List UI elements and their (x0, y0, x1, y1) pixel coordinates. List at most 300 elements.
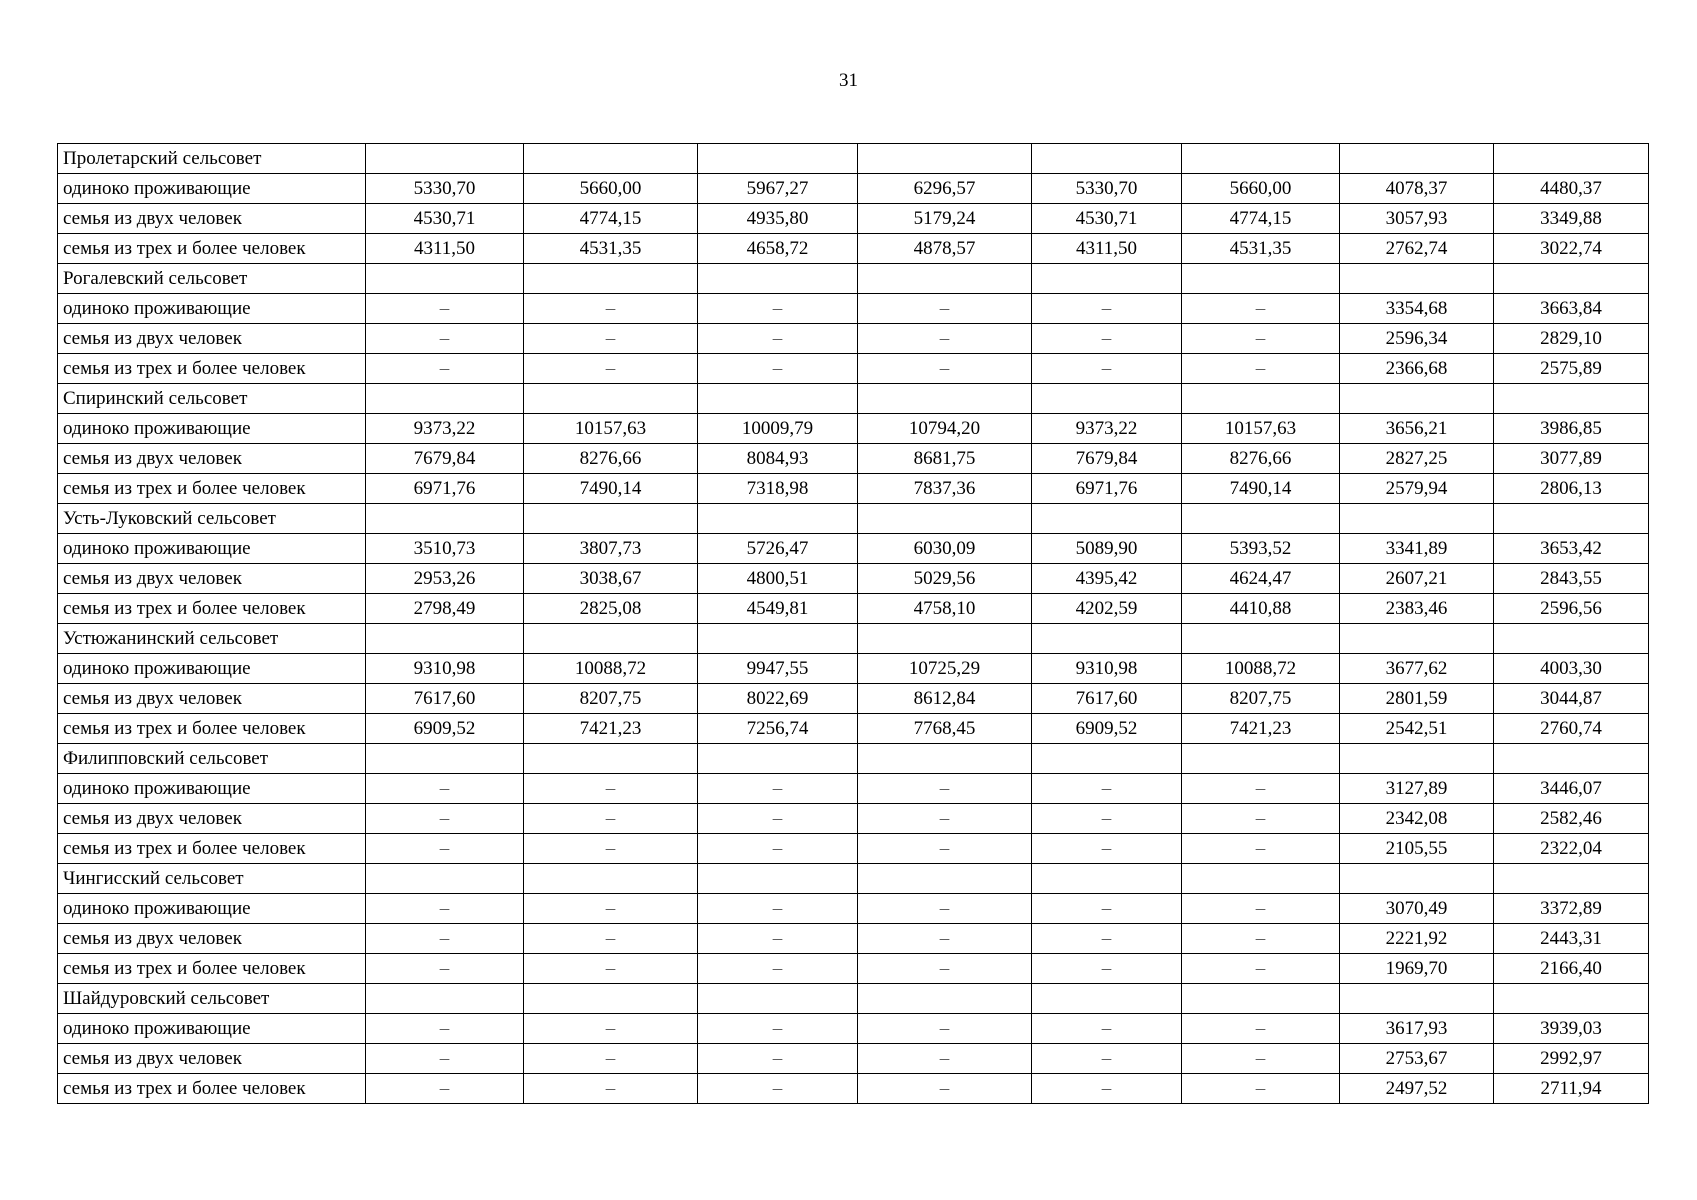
value-cell: 3022,74 (1494, 234, 1649, 264)
value-cell: 6971,76 (366, 474, 524, 504)
value-cell: – (366, 324, 524, 354)
value-cell: 5967,27 (698, 174, 858, 204)
value-cell: – (1032, 1044, 1182, 1074)
value-cell: 2596,34 (1340, 324, 1494, 354)
value-cell: 7256,74 (698, 714, 858, 744)
row-label: семья из двух человек (58, 684, 366, 714)
empty-cell (366, 384, 524, 414)
table-row (58, 834, 1649, 864)
value-cell: 3663,84 (1494, 294, 1649, 324)
group-header-row (58, 984, 1649, 1014)
value-cell: 4935,80 (698, 204, 858, 234)
empty-cell (524, 864, 698, 894)
value-cell: 2497,52 (1340, 1074, 1494, 1104)
value-cell: 7768,45 (858, 714, 1032, 744)
value-cell: – (1032, 954, 1182, 984)
value-cell: – (698, 1074, 858, 1104)
value-cell: 5089,90 (1032, 534, 1182, 564)
table-row (58, 564, 1649, 594)
value-cell: – (1032, 354, 1182, 384)
value-cell: – (524, 294, 698, 324)
table-row (58, 774, 1649, 804)
value-cell: 2953,26 (366, 564, 524, 594)
value-cell: 4758,10 (858, 594, 1032, 624)
value-cell: 4395,42 (1032, 564, 1182, 594)
empty-cell (858, 384, 1032, 414)
table-row (58, 414, 1649, 444)
value-cell: 3044,87 (1494, 684, 1649, 714)
value-cell: – (698, 894, 858, 924)
value-cell: 7679,84 (1032, 444, 1182, 474)
table-row (58, 894, 1649, 924)
value-cell: 4624,47 (1182, 564, 1340, 594)
empty-cell (366, 624, 524, 654)
value-cell: 10088,72 (1182, 654, 1340, 684)
empty-cell (1182, 384, 1340, 414)
value-cell: – (858, 954, 1032, 984)
row-label: семья из двух человек (58, 1044, 366, 1074)
row-label: семья из трех и более человек (58, 714, 366, 744)
row-label: семья из двух человек (58, 924, 366, 954)
value-cell: 10725,29 (858, 654, 1032, 684)
value-cell: 10794,20 (858, 414, 1032, 444)
value-cell: – (1032, 804, 1182, 834)
value-cell: – (1182, 294, 1340, 324)
empty-cell (698, 744, 858, 774)
value-cell: 10088,72 (524, 654, 698, 684)
value-cell: 3038,67 (524, 564, 698, 594)
value-cell: – (524, 354, 698, 384)
value-cell: – (698, 924, 858, 954)
table-row (58, 324, 1649, 354)
value-cell: 3617,93 (1340, 1014, 1494, 1044)
empty-cell (698, 384, 858, 414)
group-header-row (58, 144, 1649, 174)
empty-cell (1182, 264, 1340, 294)
value-cell: 9373,22 (366, 414, 524, 444)
value-cell: – (698, 1014, 858, 1044)
value-cell: 3349,88 (1494, 204, 1649, 234)
value-cell: – (1032, 294, 1182, 324)
value-cell: 2762,74 (1340, 234, 1494, 264)
empty-cell (1494, 264, 1649, 294)
value-cell: 2383,46 (1340, 594, 1494, 624)
value-cell: – (858, 294, 1032, 324)
value-cell: 2607,21 (1340, 564, 1494, 594)
table-row (58, 354, 1649, 384)
row-label: одиноко проживающие (58, 774, 366, 804)
row-label: семья из трех и более человек (58, 594, 366, 624)
value-cell: – (1032, 774, 1182, 804)
empty-cell (698, 264, 858, 294)
empty-cell (1494, 384, 1649, 414)
value-cell: 2322,04 (1494, 834, 1649, 864)
value-cell: 2582,46 (1494, 804, 1649, 834)
empty-cell (1494, 864, 1649, 894)
row-label: семья из трех и более человек (58, 834, 366, 864)
row-label: семья из трех и более человек (58, 474, 366, 504)
empty-cell (524, 264, 698, 294)
empty-cell (524, 144, 698, 174)
value-cell: – (1182, 1044, 1340, 1074)
empty-cell (1340, 504, 1494, 534)
group-header-row (58, 864, 1649, 894)
value-cell: – (1182, 1074, 1340, 1104)
group-name: Шайдуровский сельсовет (58, 984, 366, 1014)
value-cell: – (858, 354, 1032, 384)
table-row (58, 1074, 1649, 1104)
table-row (58, 534, 1649, 564)
empty-cell (1032, 264, 1182, 294)
value-cell: 9947,55 (698, 654, 858, 684)
table-row (58, 234, 1649, 264)
row-label: одиноко проживающие (58, 894, 366, 924)
value-cell: 2166,40 (1494, 954, 1649, 984)
value-cell: – (524, 924, 698, 954)
group-name: Усть-Луковский сельсовет (58, 504, 366, 534)
table-row (58, 954, 1649, 984)
value-cell: 2711,94 (1494, 1074, 1649, 1104)
table-body (58, 144, 1649, 1104)
value-cell: – (698, 1044, 858, 1074)
value-cell: 9310,98 (1032, 654, 1182, 684)
value-cell: 5726,47 (698, 534, 858, 564)
value-cell: – (524, 954, 698, 984)
value-cell: 4774,15 (524, 204, 698, 234)
value-cell: 1969,70 (1340, 954, 1494, 984)
group-header-row (58, 264, 1649, 294)
empty-cell (858, 264, 1032, 294)
row-label: семья из трех и более человек (58, 354, 366, 384)
tariff-table (57, 143, 1649, 1104)
empty-cell (524, 624, 698, 654)
row-label: семья из трех и более человек (58, 954, 366, 984)
value-cell: 7679,84 (366, 444, 524, 474)
row-label: семья из трех и более человек (58, 1074, 366, 1104)
value-cell: 3341,89 (1340, 534, 1494, 564)
value-cell: 2575,89 (1494, 354, 1649, 384)
value-cell: – (1182, 324, 1340, 354)
empty-cell (858, 144, 1032, 174)
row-label: одиноко проживающие (58, 654, 366, 684)
table-row (58, 294, 1649, 324)
value-cell: – (1182, 804, 1340, 834)
value-cell: 7837,36 (858, 474, 1032, 504)
empty-cell (1340, 864, 1494, 894)
value-cell: – (858, 1044, 1032, 1074)
empty-cell (1032, 144, 1182, 174)
value-cell: – (366, 804, 524, 834)
value-cell: 2825,08 (524, 594, 698, 624)
empty-cell (698, 624, 858, 654)
empty-cell (1182, 864, 1340, 894)
value-cell: 3057,93 (1340, 204, 1494, 234)
value-cell: 5660,00 (524, 174, 698, 204)
value-cell: 7318,98 (698, 474, 858, 504)
value-cell: – (524, 774, 698, 804)
empty-cell (524, 504, 698, 534)
value-cell: 2753,67 (1340, 1044, 1494, 1074)
value-cell: 3077,89 (1494, 444, 1649, 474)
group-name: Устюжанинский сельсовет (58, 624, 366, 654)
value-cell: 8022,69 (698, 684, 858, 714)
value-cell: 4530,71 (1032, 204, 1182, 234)
empty-cell (366, 864, 524, 894)
empty-cell (1340, 144, 1494, 174)
value-cell: 3372,89 (1494, 894, 1649, 924)
value-cell: 8084,93 (698, 444, 858, 474)
empty-cell (1340, 984, 1494, 1014)
value-cell: 6909,52 (366, 714, 524, 744)
value-cell: 6030,09 (858, 534, 1032, 564)
value-cell: – (524, 804, 698, 834)
value-cell: – (524, 894, 698, 924)
empty-cell (858, 864, 1032, 894)
row-label: одиноко проживающие (58, 174, 366, 204)
value-cell: – (1182, 894, 1340, 924)
value-cell: – (858, 924, 1032, 954)
value-cell: 10157,63 (524, 414, 698, 444)
empty-cell (366, 144, 524, 174)
value-cell: 6296,57 (858, 174, 1032, 204)
row-label: одиноко проживающие (58, 534, 366, 564)
value-cell: – (1032, 324, 1182, 354)
value-cell: – (524, 1074, 698, 1104)
empty-cell (524, 744, 698, 774)
row-label: одиноко проживающие (58, 294, 366, 324)
value-cell: 3939,03 (1494, 1014, 1649, 1044)
value-cell: – (366, 1014, 524, 1044)
row-label: семья из двух человек (58, 804, 366, 834)
empty-cell (1182, 624, 1340, 654)
value-cell: 3127,89 (1340, 774, 1494, 804)
empty-cell (698, 144, 858, 174)
value-cell: 4202,59 (1032, 594, 1182, 624)
value-cell: – (366, 1044, 524, 1074)
value-cell: 7617,60 (366, 684, 524, 714)
value-cell: 3986,85 (1494, 414, 1649, 444)
value-cell: 5330,70 (1032, 174, 1182, 204)
empty-cell (366, 264, 524, 294)
value-cell: 2992,97 (1494, 1044, 1649, 1074)
value-cell: 10157,63 (1182, 414, 1340, 444)
empty-cell (1340, 744, 1494, 774)
row-label: семья из двух человек (58, 444, 366, 474)
group-header-row (58, 384, 1649, 414)
table-row (58, 714, 1649, 744)
table-row (58, 804, 1649, 834)
value-cell: 4658,72 (698, 234, 858, 264)
value-cell: – (698, 354, 858, 384)
value-cell: – (1032, 1014, 1182, 1044)
value-cell: 2443,31 (1494, 924, 1649, 954)
value-cell: – (698, 954, 858, 984)
value-cell: – (524, 1044, 698, 1074)
value-cell: – (1182, 1014, 1340, 1044)
value-cell: 3070,49 (1340, 894, 1494, 924)
value-cell: – (366, 894, 524, 924)
empty-cell (1182, 144, 1340, 174)
value-cell: – (1182, 354, 1340, 384)
page-number: 31 (839, 70, 858, 91)
value-cell: – (366, 1074, 524, 1104)
row-label: семья из трех и более человек (58, 234, 366, 264)
value-cell: – (1032, 924, 1182, 954)
empty-cell (698, 864, 858, 894)
empty-cell (698, 984, 858, 1014)
value-cell: 7490,14 (1182, 474, 1340, 504)
table-row (58, 474, 1649, 504)
empty-cell (1032, 384, 1182, 414)
row-label: одиноко проживающие (58, 414, 366, 444)
value-cell: – (858, 324, 1032, 354)
value-cell: 4878,57 (858, 234, 1032, 264)
value-cell: 2760,74 (1494, 714, 1649, 744)
group-name: Рогалевский сельсовет (58, 264, 366, 294)
value-cell: – (858, 1074, 1032, 1104)
value-cell: 7617,60 (1032, 684, 1182, 714)
value-cell: 4774,15 (1182, 204, 1340, 234)
value-cell: – (366, 954, 524, 984)
table-row (58, 594, 1649, 624)
empty-cell (524, 984, 698, 1014)
value-cell: 5179,24 (858, 204, 1032, 234)
value-cell: 4549,81 (698, 594, 858, 624)
value-cell: – (1182, 834, 1340, 864)
value-cell: 3807,73 (524, 534, 698, 564)
empty-cell (1032, 504, 1182, 534)
value-cell: 2542,51 (1340, 714, 1494, 744)
empty-cell (1032, 864, 1182, 894)
table-row (58, 1044, 1649, 1074)
empty-cell (858, 744, 1032, 774)
empty-cell (366, 984, 524, 1014)
value-cell: 4531,35 (1182, 234, 1340, 264)
value-cell: – (858, 804, 1032, 834)
value-cell: 3656,21 (1340, 414, 1494, 444)
value-cell: 7421,23 (524, 714, 698, 744)
row-label: семья из двух человек (58, 204, 366, 234)
empty-cell (1182, 984, 1340, 1014)
value-cell: 2827,25 (1340, 444, 1494, 474)
value-cell: – (1182, 924, 1340, 954)
value-cell: 6909,52 (1032, 714, 1182, 744)
value-cell: 10009,79 (698, 414, 858, 444)
value-cell: – (698, 294, 858, 324)
value-cell: 4078,37 (1340, 174, 1494, 204)
value-cell: 7421,23 (1182, 714, 1340, 744)
empty-cell (1032, 984, 1182, 1014)
value-cell: 7490,14 (524, 474, 698, 504)
group-name: Филипповский сельсовет (58, 744, 366, 774)
table-row (58, 174, 1649, 204)
value-cell: 2579,94 (1340, 474, 1494, 504)
value-cell: 3677,62 (1340, 654, 1494, 684)
value-cell: 2801,59 (1340, 684, 1494, 714)
value-cell: 4531,35 (524, 234, 698, 264)
value-cell: 9310,98 (366, 654, 524, 684)
value-cell: – (698, 834, 858, 864)
table-row (58, 444, 1649, 474)
empty-cell (1032, 624, 1182, 654)
value-cell: 5660,00 (1182, 174, 1340, 204)
value-cell: – (524, 324, 698, 354)
value-cell: – (524, 1014, 698, 1044)
value-cell: 4530,71 (366, 204, 524, 234)
value-cell: 2105,55 (1340, 834, 1494, 864)
value-cell: 2806,13 (1494, 474, 1649, 504)
value-cell: 2843,55 (1494, 564, 1649, 594)
value-cell: 2829,10 (1494, 324, 1649, 354)
empty-cell (366, 744, 524, 774)
value-cell: – (858, 894, 1032, 924)
empty-cell (1494, 984, 1649, 1014)
table-row (58, 684, 1649, 714)
value-cell: 3510,73 (366, 534, 524, 564)
empty-cell (524, 384, 698, 414)
value-cell: – (698, 324, 858, 354)
empty-cell (1182, 504, 1340, 534)
value-cell: 2342,08 (1340, 804, 1494, 834)
group-header-row (58, 624, 1649, 654)
value-cell: 2596,56 (1494, 594, 1649, 624)
value-cell: 4480,37 (1494, 174, 1649, 204)
empty-cell (858, 984, 1032, 1014)
empty-cell (1340, 264, 1494, 294)
row-label: семья из двух человек (58, 564, 366, 594)
value-cell: 2798,49 (366, 594, 524, 624)
value-cell: 4800,51 (698, 564, 858, 594)
empty-cell (858, 504, 1032, 534)
empty-cell (1494, 504, 1649, 534)
value-cell: 9373,22 (1032, 414, 1182, 444)
value-cell: – (366, 924, 524, 954)
value-cell: 4311,50 (1032, 234, 1182, 264)
table-row (58, 1014, 1649, 1044)
value-cell: – (1032, 1074, 1182, 1104)
empty-cell (1032, 744, 1182, 774)
value-cell: – (366, 774, 524, 804)
value-cell: 8207,75 (1182, 684, 1340, 714)
value-cell: 2221,92 (1340, 924, 1494, 954)
value-cell: 3653,42 (1494, 534, 1649, 564)
empty-cell (1182, 744, 1340, 774)
value-cell: – (1032, 894, 1182, 924)
value-cell: 6971,76 (1032, 474, 1182, 504)
row-label: семья из двух человек (58, 324, 366, 354)
value-cell: – (698, 774, 858, 804)
value-cell: – (524, 834, 698, 864)
value-cell: 5029,56 (858, 564, 1032, 594)
value-cell: 8612,84 (858, 684, 1032, 714)
value-cell: 4003,30 (1494, 654, 1649, 684)
empty-cell (366, 504, 524, 534)
value-cell: 8276,66 (1182, 444, 1340, 474)
value-cell: 4410,88 (1182, 594, 1340, 624)
value-cell: – (858, 834, 1032, 864)
group-header-row (58, 744, 1649, 774)
empty-cell (1494, 624, 1649, 654)
value-cell: 5393,52 (1182, 534, 1340, 564)
table-row (58, 654, 1649, 684)
value-cell: – (366, 834, 524, 864)
empty-cell (698, 504, 858, 534)
empty-cell (1340, 384, 1494, 414)
value-cell: 3446,07 (1494, 774, 1649, 804)
value-cell: – (1032, 834, 1182, 864)
empty-cell (1340, 624, 1494, 654)
empty-cell (1494, 744, 1649, 774)
